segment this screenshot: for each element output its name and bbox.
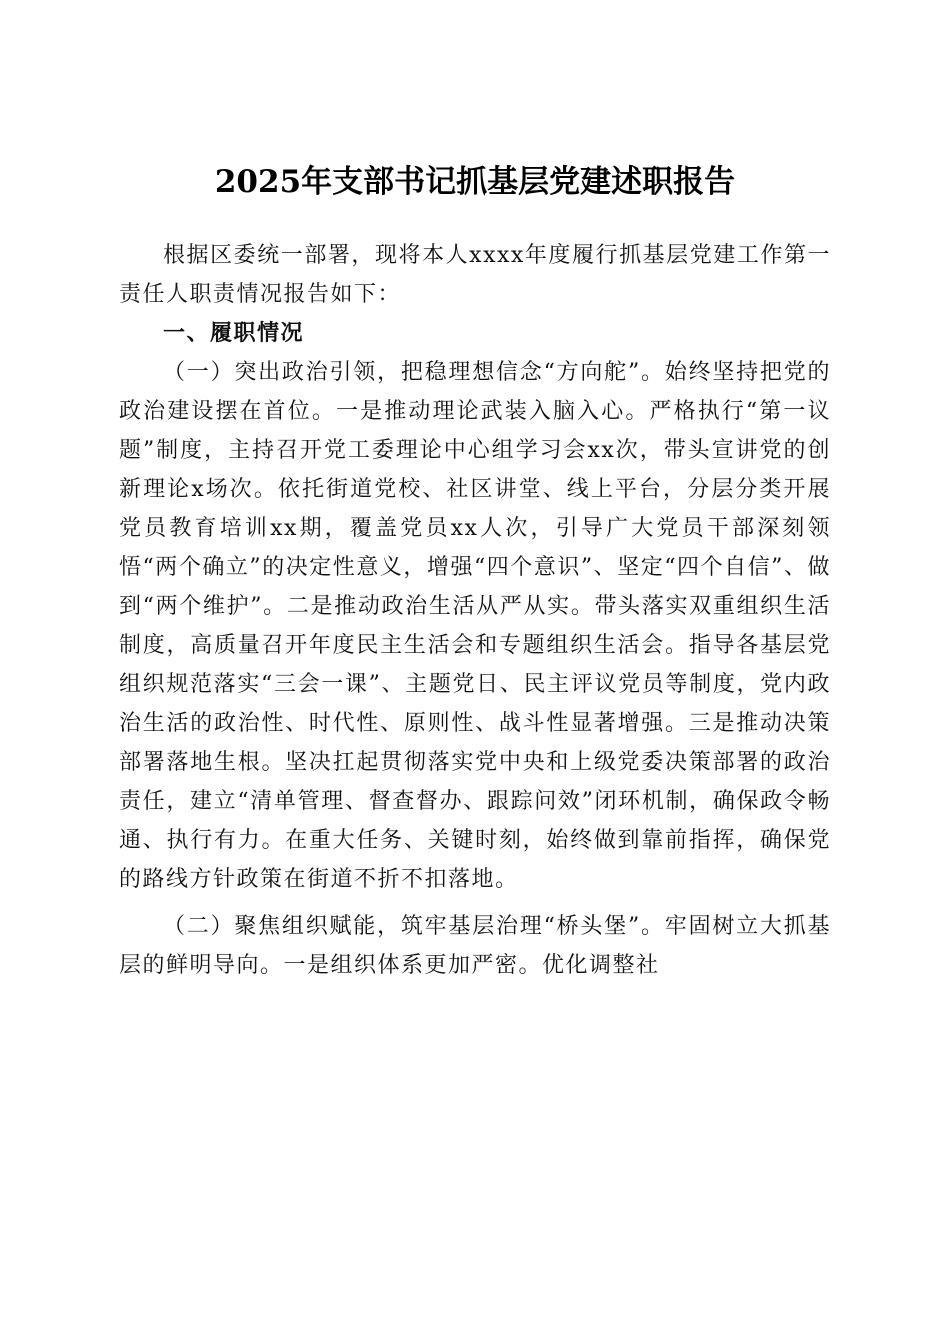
section-heading: 一、履职情况: [163, 321, 305, 346]
paragraph-political-leadership: （一）突出政治引领，把稳理想信念“方向舵”。始终坚持把党的政治建设摆在首位。一是推动理论武装入脑入心。严格执行“第一议题”制度，主持召开党工委理论中心组学习会xx次，带头宣讲党的创新理论x场次。依托街道党校、社区讲堂、线上平台，分层分类开展党员教育培训xx期，覆盖党员xx人次，引导广大党员干部深刻领悟“两个确立”的决定性意义，增强“四个意识”、坚定“四个自信”、做到“两个维护”。二是推动政治生活从严从实。带头落实双重组织生活制度，高质量召开年度民主生活会和专题组织生活会。指导各基层党组织规范落实“三会一课”、主题党日、民主评议党员等制度，党内政治生活的政治性、时代性、原则性、战斗性显著增强。三是推动决策部署落地生根。坚决扛起贯彻落实党中央和上级党委决策部署的政治责任，建立“清单管理、督查督办、跟踪问效”闭环机制，确保政令畅通、执行有力。在重大任务、关键时刻，始终做到靠前指挥，确保党的路线方针政策在街道不折不扣落地。: [119, 360, 831, 892]
document-body: [119, 236, 831, 985]
document-title: 2025年支部书记抓基层党建述职报告: [214, 163, 736, 200]
intro-paragraph: 根据区委统一部署，现将本人xxxx年度履行抓基层党建工作第一责任人职责情况报告如下：: [119, 243, 831, 307]
paragraph-organization-empowerment: （二）聚焦组织赋能，筑牢基层治理“桥头堡”。牢固树立大抓基层的鲜明导向。一是组织体系更加严密。优化调整社: [119, 914, 831, 978]
